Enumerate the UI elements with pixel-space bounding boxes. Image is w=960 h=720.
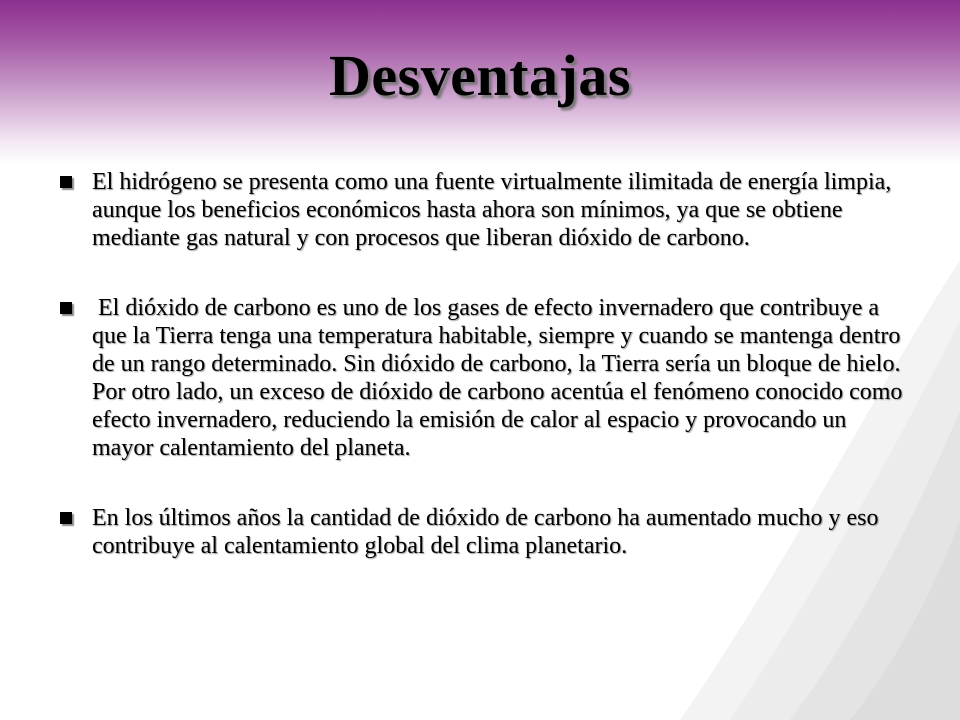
bullet-item: [60, 294, 910, 462]
bullet-item: [60, 168, 910, 252]
slide-title: Desventajas: [329, 43, 631, 108]
bullet-text: En los últimos años la cantidad de dióxido de carbono ha aumentado mucho y eso contribuye al calentamiento global del clima planetario.: [92, 505, 879, 559]
bullet-item: [60, 504, 910, 560]
square-bullet-icon: [60, 302, 72, 314]
bullet-list: [60, 168, 910, 560]
square-bullet-icon: [60, 176, 72, 188]
bullet-text: El hidrógeno se presenta como una fuente virtualmente ilimitada de energía limpia, aunque los beneficios económicos hasta ahora son mínimos, ya que se obtiene mediante gas natural y con procesos que liberan dióxido de carbono.: [92, 169, 892, 251]
bullet-text: El dióxido de carbono es uno de los gases de efecto invernadero que contribuye a que la Tierra tenga una temperatura habitable, siempre y cuando se mantenga dentro de un rango determinado. Sin dióxido de carbono, la Tierra sería un bloque de hielo. Por otro lado, un exceso de dióxido de carbono acentúa el fenómeno conocido como efecto invernadero, reduciendo la emisión de calor al espacio y provocando un mayor calentamiento del planeta.: [92, 295, 909, 461]
square-bullet-icon: [60, 512, 72, 524]
